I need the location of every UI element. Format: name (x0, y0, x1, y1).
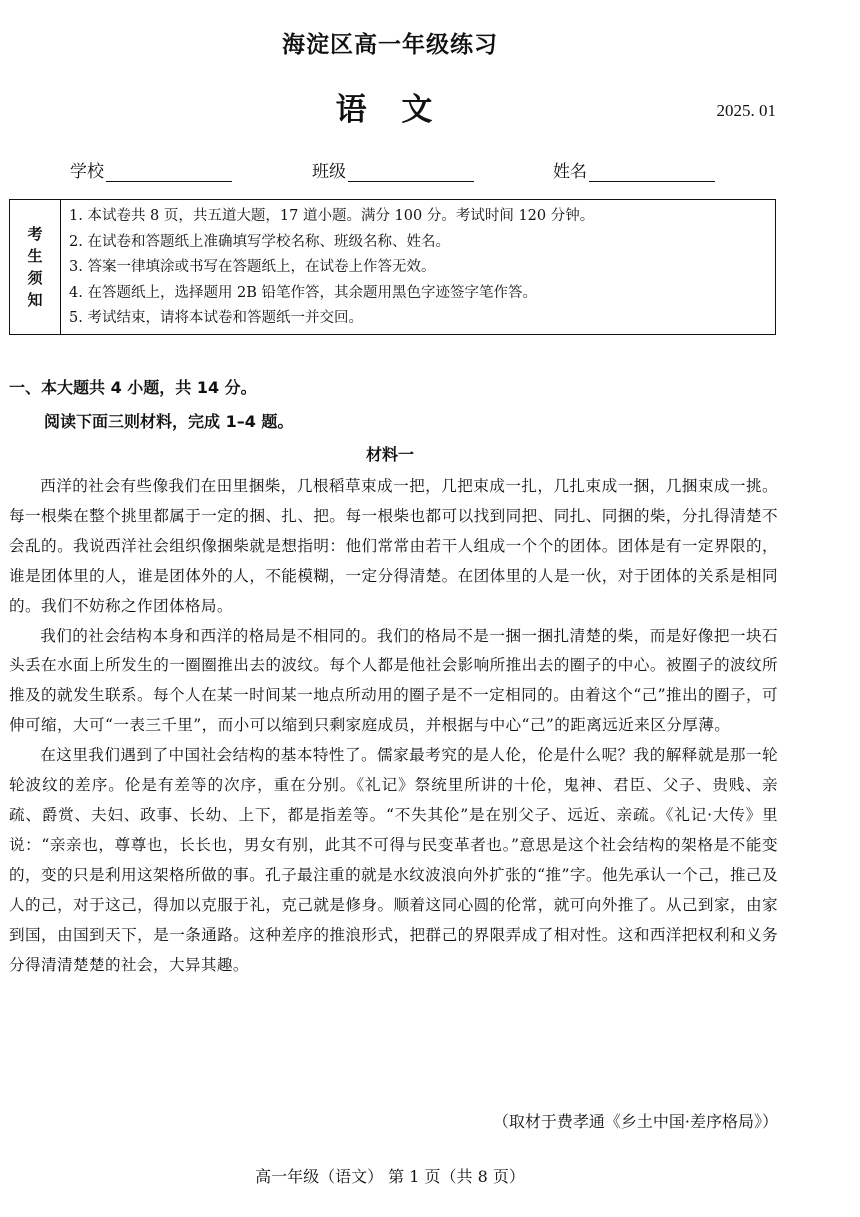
exam-notice-box (9, 199, 776, 335)
name-field (553, 157, 715, 182)
school-label: 学校 (70, 162, 104, 182)
notice-label-char: 知 (27, 291, 43, 309)
notice-item: 1. 本试卷共 8 页，共五道大题，17 道小题。满分 100 分。考试时间 120 分钟。 (69, 208, 595, 224)
name-label: 姓名 (553, 162, 587, 182)
notice-label-char: 生 (27, 247, 43, 265)
paragraph: 西洋的社会有些像我们在田里捆柴，几根稻草束成一把，几把束成一扎，几扎束成一捆，几捆束成一挑。每一根柴在整个挑里都属于一定的捆、扎、把。每一根柴也都可以找到同把、同扎、同捆的柴，分扎得清楚不会乱的。我说西洋社会组织像捆柴就是想指明：他们常常由若干人组成一个个的团体。团体是有一定界限的，谁是团体里的人，谁是团体外的人，不能模糊，一定分得清楚。在团体里的人是一伙，对于团体的关系是相同的。我们不妨称之作团体格局。 (9, 477, 778, 615)
notice-list (61, 200, 594, 334)
paragraph: 在这里我们遇到了中国社会结构的基本特性了。儒家最考究的是人伦，伦是什么呢？我的解释就是那一轮轮波纹的差序。伦是有差等的次序，重在分别。《礼记》祭统里所讲的十伦，鬼神、君臣、父子、贵贱、亲疏、爵赏、夫妇、政事、长幼、上下，都是指差等。“不失其伦”是在别父子、远近、亲疏。《礼记·大传》里说：“亲亲也，尊尊也，长长也，男女有别，此其不可得与民变革者也。”意思是这个社会结构的架格是不能变的，变的只是利用这架格所做的事。孔子最注重的就是水纹波浪向外扩张的“推”字。他先承认一个己，推己及人的己，对于这己，得加以克服于礼，克己就是修身。顺着这同心圆的伦常，就可向外推了。从己到家，由家到国，由国到天下，是一条通路。这种差序的推浪形式，把群己的界限弄成了相对性。这和西洋把权利和义务分得清清楚楚的社会，大异其趣。 (9, 746, 778, 974)
exam-title: 海淀区高一年级练习 (282, 32, 498, 58)
notice-label-char: 考 (27, 225, 43, 243)
school-field (70, 157, 232, 182)
notice-label (10, 200, 61, 334)
paragraph: 我们的社会结构本身和西洋的格局是不相同的。我们的格局不是一捆一捆扎清楚的柴，而是好像把一块石头丢在水面上所发生的一圈圈推出去的波纹。每个人都是他社会影响所推出去的圈子的中心。被圈子的波纹所推及的就发生联系。每个人在某一时间某一地点所动用的圈子是不一定相同的。由着这个“己”推出的圈子，可伸可缩，大可“一表三千里”，而小可以缩到只剩家庭成员，并根据与中心“己”的距离远近来区分厚薄。 (9, 626, 778, 735)
subject-title: 语 文 (335, 92, 445, 128)
material-body (9, 472, 778, 980)
material-title: 材料一 (365, 445, 414, 464)
name-blank (589, 162, 715, 182)
class-blank (348, 162, 474, 182)
notice-item: 4. 在答题纸上，选择题用 2B 铅笔作答，其余题用黑色字迹签字笔作答。 (69, 284, 538, 301)
class-field (312, 157, 474, 182)
reading-instruction: 阅读下面三则材料，完成 1–4 题。 (44, 412, 294, 431)
notice-label-char: 须 (27, 269, 43, 287)
notice-item: 5. 考试结束，请将本试卷和答题纸一并交回。 (69, 310, 363, 326)
notice-item: 3. 答案一律填涂或书写在答题纸上，在试卷上作答无效。 (69, 259, 436, 275)
notice-item: 2. 在试卷和答题纸上准确填写学校名称、班级名称、姓名。 (69, 233, 450, 250)
page-footer: 高一年级（语文） 第 1 页（共 8 页） (255, 1167, 525, 1186)
class-label: 班级 (312, 162, 346, 182)
school-blank (106, 162, 232, 182)
section-heading: 一、本大题共 4 小题，共 14 分。 (9, 378, 257, 397)
source-citation: （取材于费孝通《乡土中国·差序格局》） (492, 1112, 778, 1131)
exam-date: 2025. 01 (716, 101, 776, 120)
